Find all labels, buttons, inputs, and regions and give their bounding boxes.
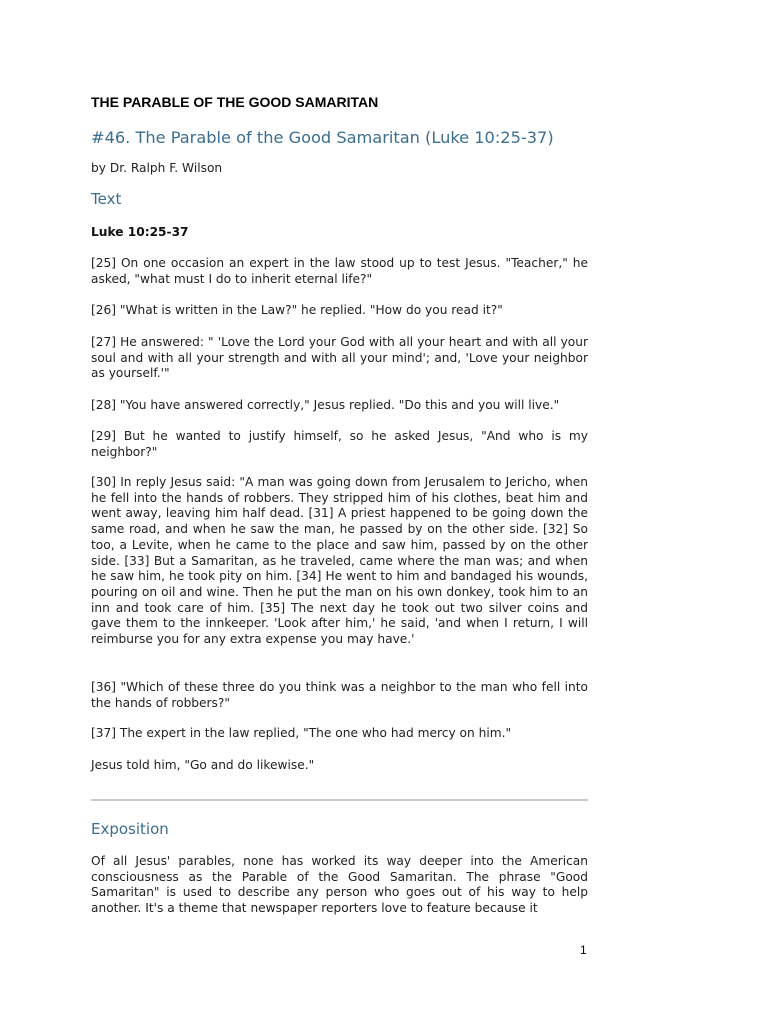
- verse-paragraph: [36] "Which of these three do you think was a neighbor to the man who fell into the hands of robbers?": [91, 680, 588, 710]
- verse-paragraph: [25] On one occasion an expert in the law stood up to test Jesus. "Teacher," he asked, "what must I do to inherit eternal life?": [91, 256, 588, 286]
- text-section-heading: Text: [91, 190, 122, 208]
- verse-paragraph: [27] He answered: " 'Love the Lord your God with all your heart and with all your soul and with all your strength and with all your mind'; and, 'Love your neighbor as yourself.'": [91, 335, 588, 381]
- exposition-paragraph: Of all Jesus' parables, none has worked its way deeper into the American consciousness as the Parable of the Good Samaritan. The phrase "Good Samaritan" is used to describe any person who goes out of his way to help another. It's a theme that newspaper reporters love to feature because it: [91, 854, 588, 916]
- document-title: THE PARABLE OF THE GOOD SAMARITAN: [91, 94, 379, 110]
- verse-paragraph: [26] "What is written in the Law?" he replied. "How do you read it?": [91, 303, 503, 317]
- exposition-section-heading: Exposition: [91, 820, 169, 838]
- scripture-reference: Luke 10:25-37: [91, 225, 189, 239]
- verse-paragraph: [37] The expert in the law replied, "The one who had mercy on him.": [91, 726, 512, 740]
- page-number: 1: [580, 943, 587, 957]
- verse-paragraph: [28] "You have answered correctly," Jesus replied. "Do this and you will live.": [91, 398, 560, 412]
- verse-paragraph: [29] But he wanted to justify himself, so he asked Jesus, "And who is my neighbor?": [91, 429, 588, 459]
- article-title: #46. The Parable of the Good Samaritan (Luke 10:25-37): [91, 128, 554, 147]
- verse-paragraph: [30] In reply Jesus said: "A man was going down from Jerusalem to Jericho, when he fell into the hands of robbers. They stripped him of his clothes, beat him and went away, leaving him half dead. [31] A priest happened to be going down the same road, and when he saw the man, he passed by on the other side. [32] So too, a Levite, when he came to the place and saw him, passed by on the other side. [33] But a Samaritan, as he traveled, came where the man was; and when he saw him, he took pity on him. [34] He went to him and bandaged his wounds, pouring on oil and wine. Then he put the man on his own donkey, took him to an inn and took care of him. [35] The next day he took out two silver coins and gave them to the innkeeper. 'Look after him,' he said, 'and when I return, I will reimburse you for any extra expense you may have.': [91, 475, 588, 647]
- verse-paragraph: Jesus told him, "Go and do likewise.": [91, 758, 315, 772]
- author-byline: by Dr. Ralph F. Wilson: [91, 161, 223, 175]
- section-divider: [91, 799, 588, 801]
